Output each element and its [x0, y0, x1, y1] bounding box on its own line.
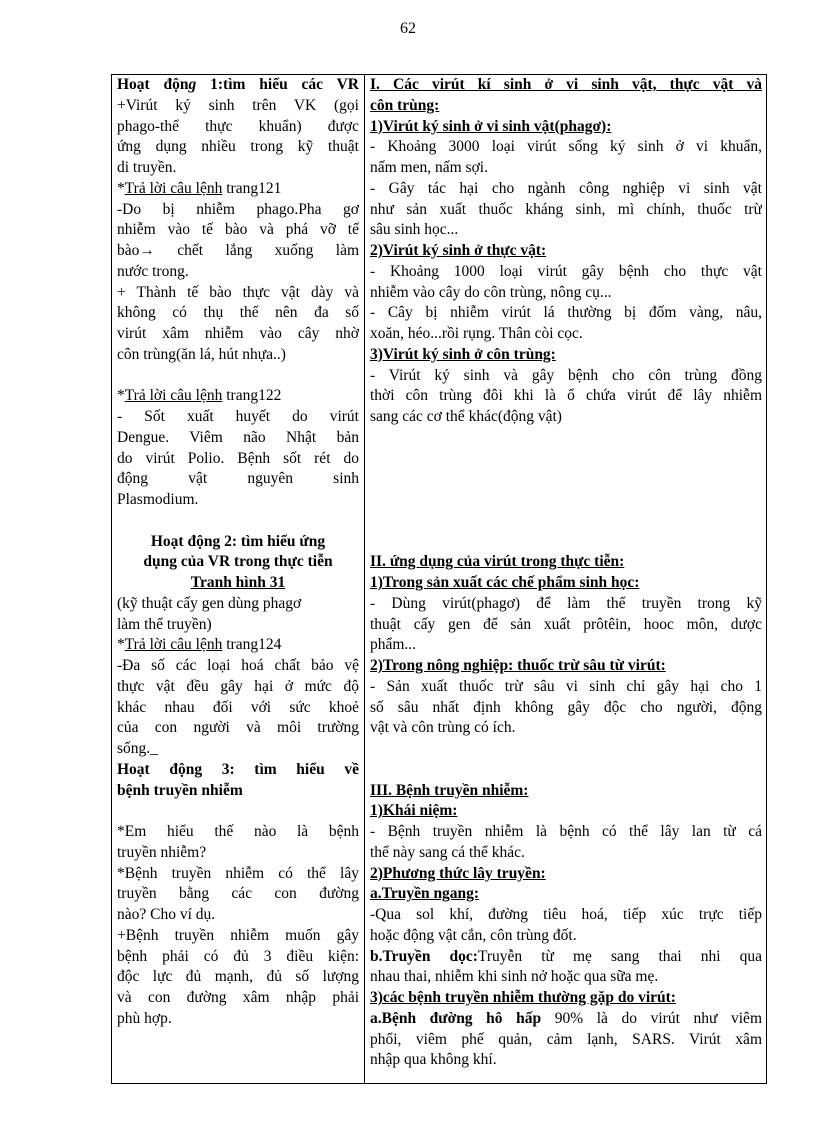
text-line: virút xâm nhiễm vào cây nhờ [117, 325, 359, 342]
text-line: nấm men, nấm sợi. [370, 159, 488, 176]
lesson-table [111, 74, 767, 1084]
text-line: - Khoảng 1000 loại virút gây bệnh cho thực vật [370, 262, 762, 280]
text-line: phago-thể thực khuẩn) được [117, 117, 359, 135]
activities-column [112, 75, 365, 1083]
subsection-title: a.Truyền ngang: [370, 885, 480, 903]
text-line: - Sản xuất thuốc trừ sâu vi sinh chỉ gây hại cho 1 [370, 677, 762, 695]
text-line: côn trùng(ăn lá, hút nhựa..) [117, 345, 286, 363]
question-ref: *Trả lời câu lệnh trang121 [117, 179, 282, 197]
text-line: +Bệnh truyền nhiễm muốn gây [117, 926, 359, 944]
text-line: xoăn, héo...rồi rụng. Thân còi cọc. [370, 325, 583, 342]
text-line: -Do bị nhiễm phago.Pha gơ [117, 200, 359, 218]
text-line: - Bệnh truyền nhiễm là bệnh có thể lây lan từ cá [370, 823, 762, 840]
text-line: ứng dụng nhiều trong kỹ thuật [117, 138, 359, 156]
text-line: *Em hiểu thế nào là bệnh [117, 823, 359, 840]
text-line: phù hợp. [117, 1009, 172, 1027]
activity-3-heading: Hoạt động 3: tìm hiểu về [117, 760, 359, 778]
section-1-title: I. Các virút kí sinh ở vi sinh vật, thực vật và [370, 76, 762, 93]
text-line: b.Truyền dọc:Truyễn từ mẹ sang thai nhi qua [370, 947, 762, 965]
subsection-title: 3)Virút ký sinh ở côn trùng: [370, 345, 556, 363]
text-line: nhập qua không khí. [370, 1051, 497, 1069]
subsection-title: 1)Trong sản xuất các chế phẩm sinh học: [370, 574, 640, 591]
text-line: và con đường xâm nhập phải [117, 989, 359, 1006]
text-line: +Virút ký sinh trên VK (gọi [117, 96, 359, 114]
text-line: của con người và môi trường [117, 719, 359, 737]
section-2-title: II. ứng dụng của virút trong thực tiễn: [370, 553, 625, 571]
question-ref: *Trả lời câu lệnh trang122 [117, 387, 282, 405]
text-line: di truyền. [117, 159, 177, 176]
text-line: sang các cơ thể khác(động vật) [370, 408, 562, 425]
text-line: truyền bằng các con đường [117, 885, 359, 903]
text-line: - Cây bị nhiễm virút lá thường bị đốm vàng, nâu, [370, 304, 762, 322]
text-line: thời côn trùng đôi khi là ổ chứa virút để lây nhiễm [370, 387, 762, 405]
text-line: - Sốt xuất huyết do virút [117, 408, 359, 425]
text-line: động vật nguyên sinh [117, 470, 359, 488]
subsection-title: 2)Trong nông nghiệp: thuốc trừ sâu từ virút: [370, 657, 666, 674]
question-ref: *Trả lời câu lệnh trang124 [117, 636, 282, 654]
subsection-title: 2)Virút ký sinh ở thực vật: [370, 242, 547, 259]
text-line: làm thể truyền) [117, 615, 212, 633]
text-line: sống._ [117, 740, 158, 757]
text-line: nhau thai, nhiễm khi sinh nở hoặc qua sữa mẹ. [370, 968, 659, 986]
activity-2-heading: dụng của VR trong thực tiễn [143, 553, 333, 571]
content-column [365, 75, 766, 1083]
text-line: như sản xuất thuốc kháng sinh, mì chính, thuốc trừ [370, 200, 762, 218]
text-line: - Gây tác hại cho ngành công nghiệp vi sinh vật [370, 179, 762, 197]
text-line: nhiễm vào cây do côn trùng, nông cụ... [370, 283, 612, 301]
text-line: do virút Polio. Bệnh sốt rét do [117, 449, 359, 467]
text-line: (kỹ thuật cấy gen dùng phagơ [117, 594, 302, 612]
text-line: a.Bệnh đường hô hấp 90% là do virút như viêm [370, 1009, 762, 1027]
text-line: bệnh phải có đủ 3 điều kiện: [117, 947, 359, 965]
activity-3-heading: bệnh truyền nhiễm [117, 781, 243, 799]
text-line: truyền nhiễm? [117, 843, 207, 861]
text-line: nhiễm vào tế bào và phá vỡ tế [117, 221, 359, 239]
text-line: bào→ chết lắng xuống làm [117, 242, 359, 259]
text-line: khác nhau đối với sức khoẻ [117, 698, 359, 716]
page-number: 62 [400, 20, 416, 37]
text-line: Plasmodium. [117, 491, 199, 508]
text-line: thuật cấy gen để sản xuất prôtêin, hooc môn, dược [370, 615, 762, 633]
activity-1-heading: Hoạt động 1:tìm hiểu các VR [117, 76, 359, 93]
text-line: - Khoảng 3000 loại virút sống ký sinh ở vi khuẩn, [370, 138, 762, 156]
text-line: -Đa số các loại hoá chất bảo vệ [117, 657, 359, 674]
text-line: độc lực đủ mạnh, đủ số lượng [117, 968, 359, 986]
text-line: -Qua sol khí, đường tiêu hoá, tiếp xúc trực tiếp [370, 906, 762, 923]
section-3-title: III. Bệnh truyền nhiễm: [370, 781, 529, 799]
text-line: hoặc động vật cắn, côn trùng đốt. [370, 926, 577, 944]
subsection-title: 2)Phương thức lây truyền: [370, 864, 546, 882]
text-line: - Dùng virút(phagơ) để làm thể truyền trong kỹ [370, 594, 762, 612]
text-line: không có thụ thể nên đa số [117, 304, 359, 322]
text-line: phổi, viêm phế quản, cảm lạnh, SARS. Virút xâm [370, 1030, 762, 1048]
subsection-title: 1)Khái niệm: [370, 802, 458, 820]
text-line: + Thành tế bào thực vật dày và [117, 283, 359, 301]
text-line: vật và côn trùng có ích. [370, 719, 516, 737]
text-line: nước trong. [117, 262, 189, 280]
text-line: sâu sinh học... [370, 221, 459, 239]
text-line: phẩm... [370, 636, 417, 654]
subsection-title: 1)Virút ký sinh ở vi sinh vật(phagơ): [370, 117, 612, 135]
activity-2-heading: Hoạt động 2: tìm hiểu ứng [150, 532, 326, 550]
subsection-title: 3)các bệnh truyền nhiễm thường gặp do virút: [370, 989, 676, 1006]
section-1-title: côn trùng: [370, 96, 440, 114]
text-line: thể này sang cá thể khác. [370, 843, 525, 861]
figure-ref: Tranh hình 31 [190, 574, 286, 591]
text-line: Dengue. Viêm não Nhật bản [117, 428, 359, 446]
text-line: số sâu nhất định không gây độc cho người, động [370, 698, 762, 716]
text-line: nào? Cho ví dụ. [117, 906, 216, 923]
text-line: thực vật đều gây hại ở mức độ [117, 677, 359, 695]
text-line: - Virút ký sinh và gây bệnh cho côn trùng đồng [370, 366, 762, 384]
text-line: *Bệnh truyền nhiễm có thể lây [117, 864, 359, 882]
